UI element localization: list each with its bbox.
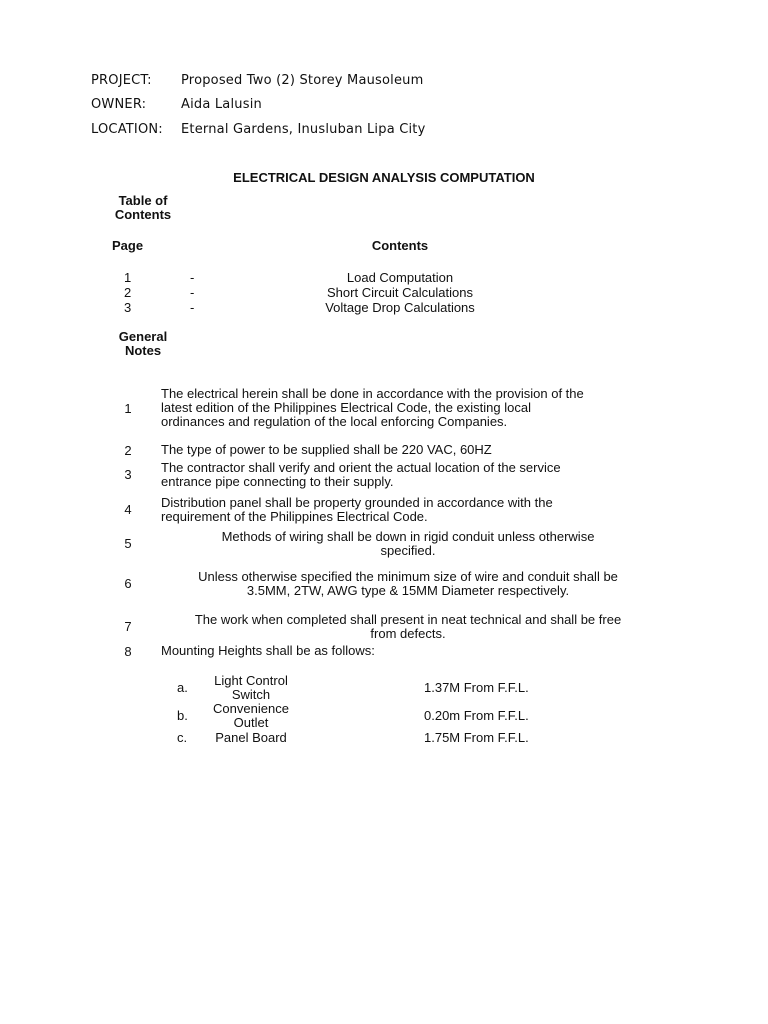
mounting-letter: a.	[177, 680, 188, 695]
note-number: 3	[124, 467, 132, 482]
note-line: Mounting Heights shall be as follows:	[161, 643, 375, 658]
mounting-item-line: Switch	[231, 687, 271, 702]
note-line: requirement of the Philippines Electrical Code.	[161, 509, 428, 524]
note-text	[161, 443, 492, 457]
toc-heading	[100, 194, 186, 222]
location-value: Eternal Gardens, Inusluban Lipa City	[181, 122, 426, 137]
document-title: ELECTRICAL DESIGN ANALYSIS COMPUTATION	[233, 170, 535, 185]
note-line: ordinances and regulation of the local enforcing Companies.	[161, 414, 508, 429]
location-label: LOCATION:	[91, 122, 163, 137]
note-line: specified.	[380, 543, 436, 558]
note-text	[161, 496, 553, 524]
note-number: 8	[124, 644, 132, 659]
toc-row-page: 2	[124, 285, 132, 300]
note-number: 6	[124, 576, 132, 591]
note-line: Unless otherwise specified the minimum size of wire and conduit shall be	[198, 569, 618, 584]
mounting-letter: b.	[177, 708, 188, 723]
mounting-height: 1.75M From F.F.L.	[424, 730, 529, 745]
general-notes-heading	[100, 330, 186, 358]
note-number: 7	[124, 619, 132, 634]
note-number: 4	[124, 502, 132, 517]
note-text	[161, 644, 375, 658]
toc-row-dash: -	[190, 300, 195, 315]
toc-row-content: Short Circuit Calculations	[327, 285, 473, 300]
note-line: Methods of wiring shall be down in rigid conduit unless otherwise	[221, 529, 595, 544]
toc-row-page: 1	[124, 270, 132, 285]
owner-value: Aida Lalusin	[181, 97, 262, 112]
note-line: The electrical herein shall be done in accordance with the provision of the	[161, 386, 584, 401]
note-text	[161, 461, 561, 489]
mounting-item-line: Panel Board	[215, 730, 287, 745]
note-number: 5	[124, 536, 132, 551]
note-line: The work when completed shall present in neat technical and shall be free	[194, 612, 622, 627]
toc-col-page: Page	[112, 238, 144, 253]
toc-heading-line1: Table of	[118, 193, 168, 208]
notes-heading-line2: Notes	[124, 343, 162, 358]
note-line: The type of power to be supplied shall be 220 VAC, 60HZ	[161, 442, 492, 457]
toc-row-dash: -	[190, 270, 195, 285]
toc-row-dash: -	[190, 285, 195, 300]
project-label: PROJECT:	[91, 73, 152, 88]
toc-heading-line2: Contents	[114, 207, 172, 222]
mounting-item-line: Light Control	[214, 673, 288, 688]
mounting-height: 0.20m From F.F.L.	[424, 708, 529, 723]
toc-row-content: Voltage Drop Calculations	[325, 300, 475, 315]
mounting-item-line: Outlet	[233, 715, 269, 730]
mounting-item	[196, 674, 306, 702]
toc-col-contents: Contents	[371, 238, 429, 253]
note-text	[161, 613, 655, 641]
note-line: Distribution panel shall be property grounded in accordance with the	[161, 495, 553, 510]
project-value: Proposed Two (2) Storey Mausoleum	[181, 73, 424, 88]
mounting-item-line: Convenience	[213, 701, 289, 716]
note-line: The contractor shall verify and orient the actual location of the service	[161, 460, 561, 475]
mounting-letter: c.	[177, 730, 188, 745]
toc-row-page: 3	[124, 300, 132, 315]
note-line: from defects.	[370, 626, 446, 641]
note-line: 3.5MM, 2TW, AWG type & 15MM Diameter respectively.	[246, 583, 570, 598]
note-text	[161, 387, 584, 429]
notes-heading-line1: General	[118, 329, 168, 344]
note-number: 2	[124, 443, 132, 458]
owner-label: OWNER:	[91, 97, 147, 112]
note-number: 1	[124, 401, 132, 416]
mounting-item	[196, 731, 306, 745]
note-text	[161, 570, 655, 598]
note-text	[161, 530, 655, 558]
note-line: latest edition of the Philippines Electrical Code, the existing local	[161, 400, 531, 415]
note-line: entrance pipe connecting to their supply.	[161, 474, 394, 489]
mounting-item	[196, 702, 306, 730]
toc-row-content: Load Computation	[346, 270, 454, 285]
mounting-height: 1.37M From F.F.L.	[424, 680, 529, 695]
